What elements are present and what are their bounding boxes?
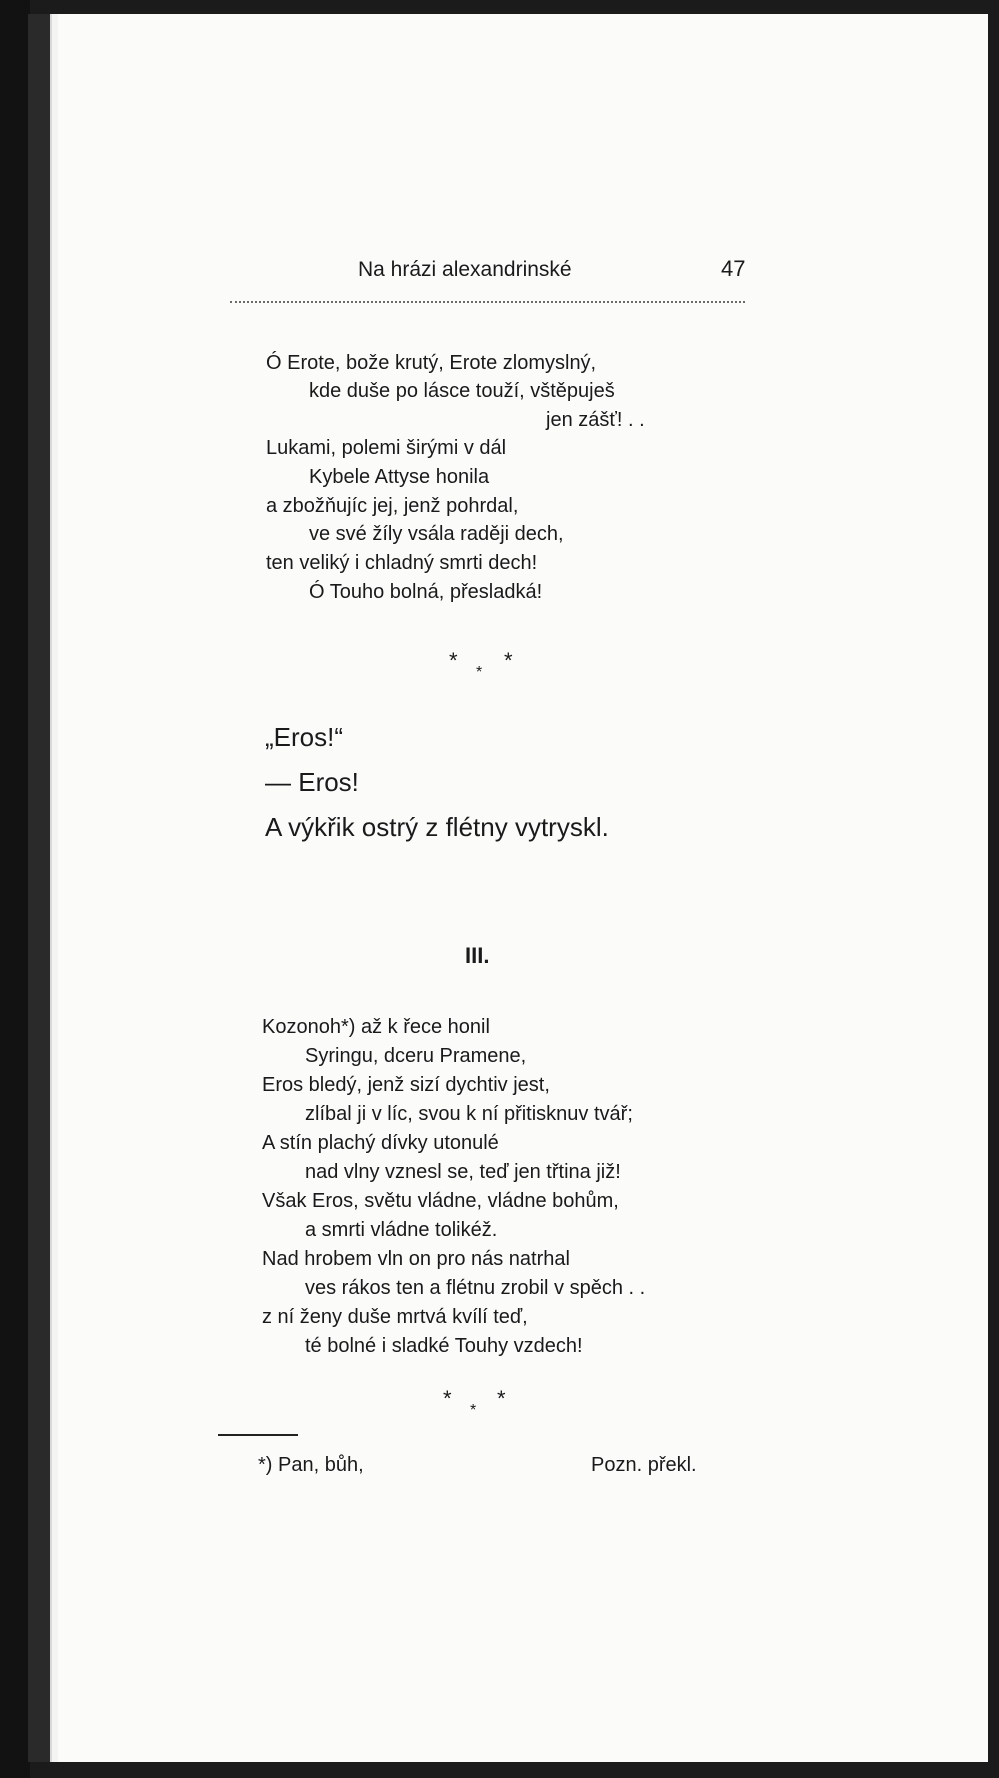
asterism-star-right: * xyxy=(504,648,513,673)
asterism-star-left: * xyxy=(449,648,458,673)
page-number: 47 xyxy=(721,256,746,281)
footnote-translator-note: Pozn. překl. xyxy=(591,1454,697,1476)
stanza1-line-2: kde duše po lásce touží, vštěpuješ xyxy=(309,380,615,402)
stanza2-line-9: Nad hrobem vln on pro nás natrhal xyxy=(262,1248,570,1270)
asterism2-star-right: * xyxy=(497,1386,506,1411)
stanza1-line-5: Kybele Attyse honila xyxy=(309,466,490,488)
stanza2-line-5: A stín plachý dívky utonulé xyxy=(262,1132,499,1154)
stanza2-line-6: nad vlny vznesl se, teď jen třtina již! xyxy=(305,1161,621,1183)
stanza2-line-12: té bolné i sladké Touhy vzdech! xyxy=(305,1335,583,1357)
footnote-text: *) Pan, bůh, xyxy=(258,1454,364,1476)
eros-call: „Eros!“ xyxy=(265,722,343,752)
stanza2-line-2: Syringu, dceru Pramene, xyxy=(305,1045,527,1067)
stanza1-line-3: jen zášť! . . xyxy=(546,409,645,431)
page-gutter-edge xyxy=(28,14,58,1762)
stanza1-line-6: a zbožňujíc jej, jenž pohrdal, xyxy=(266,495,519,517)
stanza1-line-4: Lukami, polemi širými v dál xyxy=(266,437,507,459)
book-spine-shadow xyxy=(0,0,30,1778)
stanza1-line-8: ten veliký i chladný smrti dech! xyxy=(266,552,538,574)
stanza2-line-4: zlíbal ji v líc, svou k ní přitisknuv tvář; xyxy=(305,1103,633,1125)
eros-line: A výkřik ostrý z flétny vytryskl. xyxy=(265,812,609,842)
stanza2-line-7: Však Eros, světu vládne, vládne bohům, xyxy=(262,1190,619,1212)
stanza1-line-1: Ó Erote, bože krutý, Erote zlomyslný, xyxy=(266,352,597,374)
asterism2-star-middle: * xyxy=(470,1402,477,1419)
stanza1-line-7: ve své žíly vsála raději dech, xyxy=(309,523,564,545)
section-number: III. xyxy=(465,943,490,968)
header-dotted-rule xyxy=(230,301,745,303)
stanza2-line-8: a smrti vládne tolikéž. xyxy=(305,1219,498,1241)
stanza2-line-1: Kozonoh*) až k řece honil xyxy=(262,1016,490,1038)
running-title: Na hrázi alexandrinské xyxy=(358,258,572,281)
asterism2-star-left: * xyxy=(443,1386,452,1411)
stanza1-line-9: Ó Touho bolná, přesladká! xyxy=(309,581,543,603)
stanza2-line-11: z ní ženy duše mrtvá kvílí teď, xyxy=(262,1306,528,1328)
stanza2-line-3: Eros bledý, jenž sizí dychtiv jest, xyxy=(262,1074,550,1096)
stanza2-line-10: ves rákos ten a flétnu zrobil v spěch . . xyxy=(305,1277,646,1299)
footnote-rule xyxy=(218,1434,298,1436)
asterism-star-middle: * xyxy=(476,664,483,681)
eros-reply: — Eros! xyxy=(265,767,359,797)
